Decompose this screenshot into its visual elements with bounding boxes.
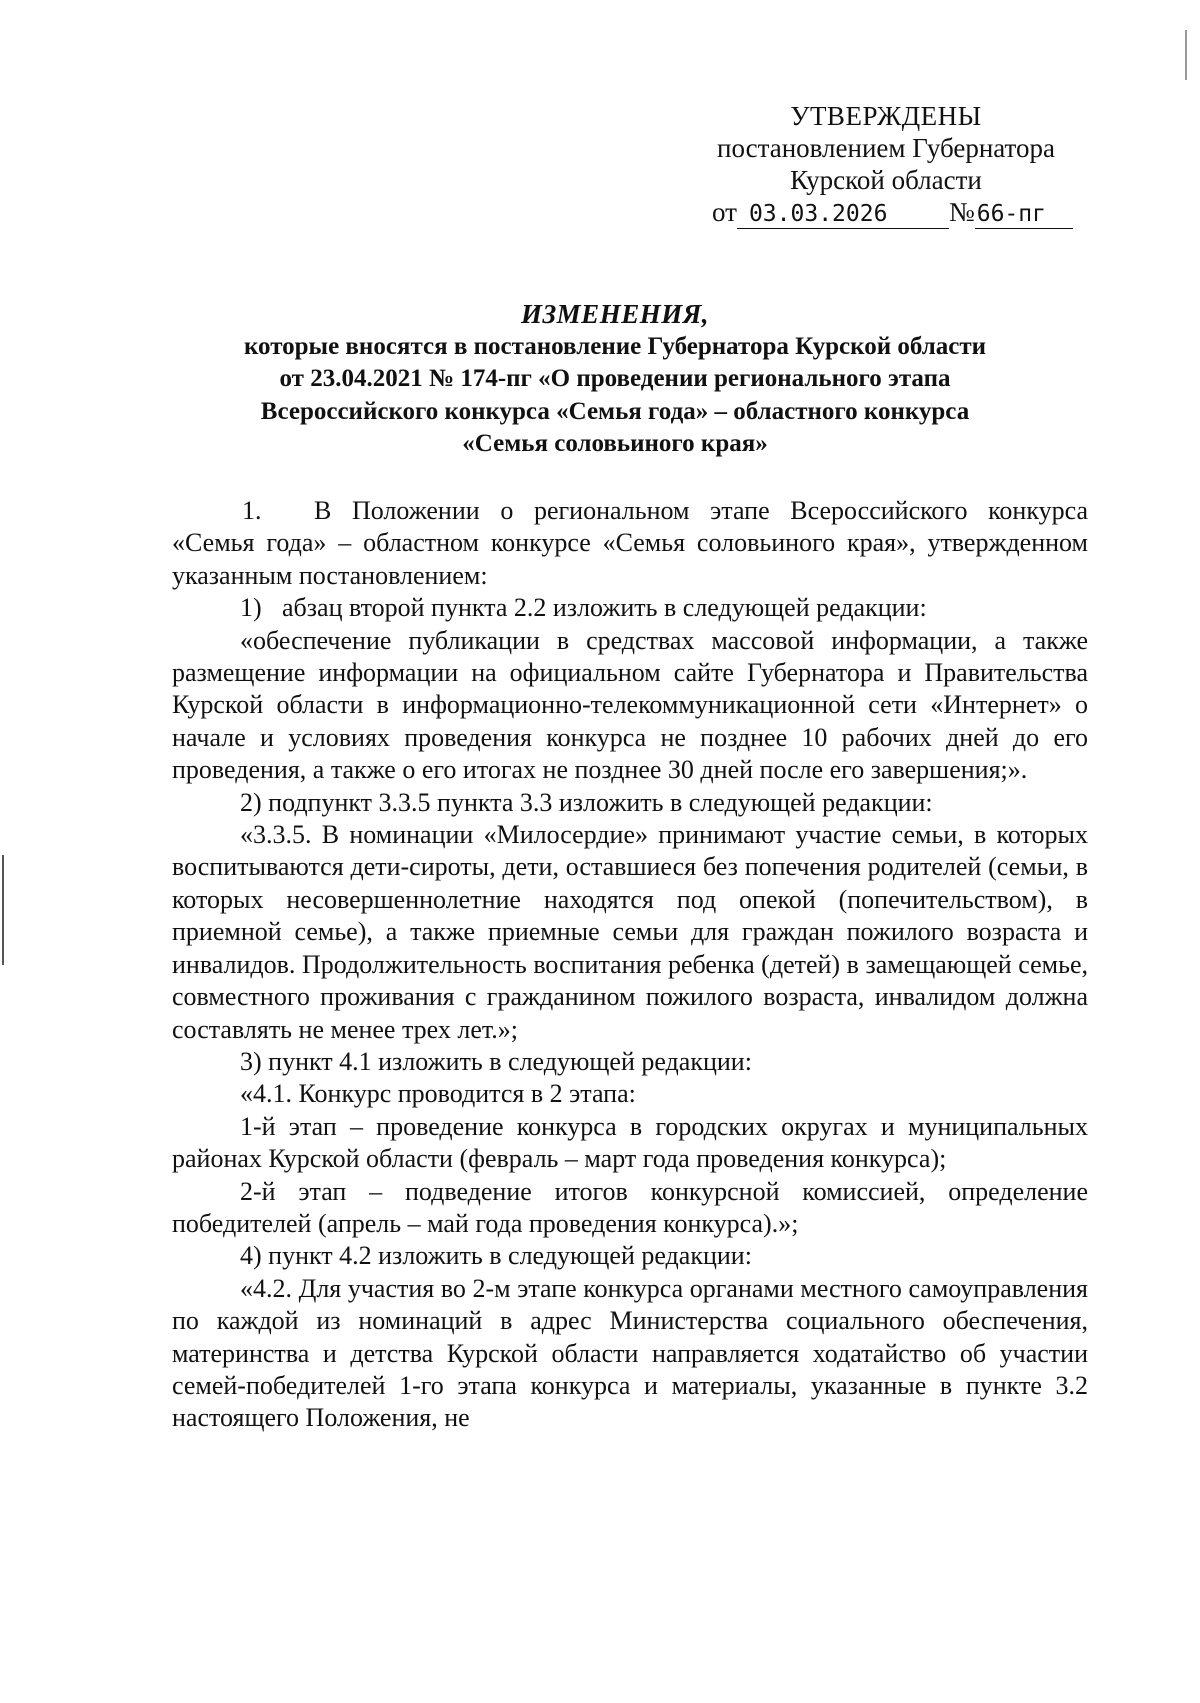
document-heading	[170, 298, 1060, 461]
paragraph-11: «4.2. Для участия во 2-м этапе конкурса органами местного самоуправления по каждой из номинаций в адрес Министерства социального обеспечения, материнства и детства Курской области направляется ходатайство об участии семей-победителей 1-го этапа конкурса и материалы, указанные в пункте 3.2 настоящего Положения, не	[172, 1273, 1088, 1433]
heading-line: «Семья соловьиного края»	[462, 430, 768, 457]
paragraph-5: «3.3.5. В номинации «Милосердие» принимают участие семьи, в которых воспитываются дети-сироты, дети, оставшиеся без попечения родителей (семьи, в которых несовершеннолетние находятся под опекой (попечительством), в приемной семье), а также приемные семьи для граждан пожилого возраста и инвалидов. Продолжительность воспитания ребенка (детей) в замещающей семье, совместного проживания с гражданином пожилого возраста, инвалидом должна составлять не менее трех лет.»;	[172, 820, 1088, 1044]
paragraph-6: 3) пункт 4.1 изложить в следующей редакции:	[240, 1046, 752, 1076]
paragraph-text: В Положении о региональном этапе Всероссийского конкурса «Семья года» – областном конкурсе «Семья соловьиного края», утвержденном указанным постановлением:	[172, 496, 1088, 590]
scan-artifact	[1185, 30, 1187, 80]
paragraph-3: «обеспечение публикации в средствах массовой информации, а также размещение информации на официальном сайте Губернатора и Правительства Курской области в информационно-телекоммуникационной сети «Интернет» о начале и условиях проведения конкурса не позднее 10 рабочих дней до его проведения, а также о его итогах не позднее 30 дней после его завершения;».	[172, 625, 1088, 785]
approval-date-number	[712, 196, 1072, 229]
heading-line: Всероссийского конкурса «Семья года» – областного конкурса	[260, 397, 970, 425]
approval-date: 03.03.2026	[737, 200, 949, 229]
document-body	[172, 495, 1088, 1435]
approval-number: 66-пг	[975, 200, 1073, 229]
number-label: №	[948, 197, 975, 227]
from-label: от	[712, 197, 737, 227]
paragraph-9: 2-й этап – подведение итогов конкурсной комиссией, определение победителей (апрель – май года проведения конкурса).»;	[172, 1176, 1088, 1238]
paragraph-1	[172, 495, 1088, 592]
paragraph-7: «4.1. Конкурс проводится в 2 этапа:	[240, 1079, 636, 1109]
approval-block	[706, 100, 1066, 196]
paragraph-text: абзац второй пункта 2.2 изложить в следующей редакции:	[282, 593, 927, 623]
approval-issuer-line: постановлением Губернатора	[717, 133, 1055, 163]
approval-region-line: Курской области	[790, 165, 982, 195]
approval-title: УТВЕРЖДЕНЫ	[790, 101, 982, 131]
paragraph-8: 1-й этап – проведение конкурса в городских округах и муниципальных районах Курской области (февраль – март года проведения конкурса);	[172, 1111, 1088, 1174]
heading-title: ИЗМЕНЕНИЯ,	[520, 299, 710, 329]
scan-artifact	[2, 855, 4, 965]
heading-line: которые вносятся в постановление Губернатора Курской области	[243, 332, 987, 360]
paragraph-10: 4) пункт 4.2 изложить в следующей редакции:	[240, 1241, 752, 1271]
heading-line: от 23.04.2021 № 174-пг «О проведении регионального этапа	[279, 365, 951, 392]
item-number: 1)	[240, 593, 262, 623]
item-number: 1.	[242, 496, 262, 525]
paragraph-2	[172, 592, 1088, 624]
paragraph-4: 2) подпункт 3.3.5 пункта 3.3 изложить в следующей редакции:	[240, 787, 933, 817]
